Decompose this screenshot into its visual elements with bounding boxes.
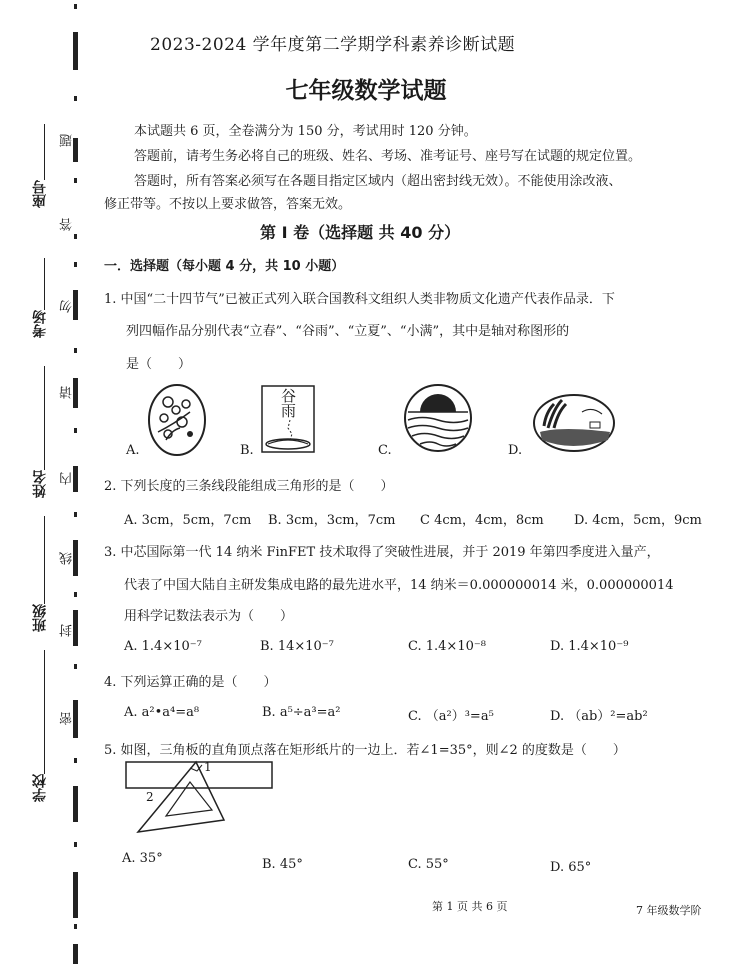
field-label-name: 姓名	[32, 470, 48, 498]
q5-option-a[interactable]: A. 35°	[122, 851, 163, 866]
seal-char: 题	[60, 134, 75, 147]
instruction-line: 本试题共 6 页，全卷满分为 150 分，考试用时 120 分钟。	[134, 124, 477, 139]
q1-image-d	[532, 392, 616, 454]
q4-option-c[interactable]: C. （a²）³=a⁵	[408, 709, 494, 724]
q1-line: 列四幅作品分别代表“立春”、“谷雨”、“立夏”、“小满”，其中是轴对称图形的	[126, 324, 570, 339]
paper-title: 七年级数学试题	[285, 78, 447, 104]
seal-char: 内	[60, 472, 75, 485]
seal-mark	[73, 872, 78, 918]
seal-mark	[74, 4, 77, 9]
section-title: 第 I 卷（选择题 共 40 分）	[260, 223, 461, 242]
seal-mark	[74, 262, 77, 267]
seal-mark	[73, 786, 78, 822]
q3-option-d[interactable]: D. 1.4×10⁻⁹	[550, 639, 629, 654]
q5-option-c[interactable]: C. 55°	[408, 857, 449, 872]
field-line-class[interactable]	[44, 516, 45, 604]
q2-stem: 2. 下列长度的三条线段能组成三角形的是（ ）	[104, 479, 394, 494]
field-line-seat[interactable]	[44, 124, 45, 180]
seal-char: 封	[60, 624, 75, 637]
seal-mark	[74, 924, 77, 929]
q4-option-d[interactable]: D. （ab）²=ab²	[550, 709, 648, 724]
seal-char: 密	[60, 712, 75, 725]
q3-line: 代表了中国大陆自主研发集成电路的最先进水平，14 纳米＝0.000000014 米，0.000000014	[124, 578, 674, 593]
q1-option-a[interactable]: A.	[126, 443, 140, 458]
instruction-line: 答题前，请考生务必将自己的班级、姓名、考场、准考证号、座号写在试题的规定位置。	[134, 149, 642, 164]
seal-mark	[74, 664, 77, 669]
q5-stem: 5. 如图，三角板的直角顶点落在矩形纸片的一边上．若∠1=35°，则∠2 的度数是（ ）	[104, 743, 626, 758]
seal-mark	[74, 234, 77, 239]
seal-mark	[74, 592, 77, 597]
seal-char: 线	[60, 552, 75, 565]
q1-line: 1. 中国“二十四节气”已被正式列入联合国教科文组织人类非物质文化遗产代表作品录．下	[104, 292, 615, 307]
q2-option-d[interactable]: D. 4cm，5cm，9cm	[574, 513, 702, 528]
field-label-room: 考场	[32, 310, 48, 338]
q3-option-a[interactable]: A. 1.4×10⁻⁷	[124, 639, 202, 654]
field-line-name[interactable]	[44, 366, 45, 470]
seal-mark	[74, 512, 77, 517]
q4-stem: 4. 下列运算正确的是（ ）	[104, 675, 277, 690]
seal-mark	[74, 428, 77, 433]
seal-char: 答	[60, 218, 75, 231]
seal-mark	[74, 178, 77, 183]
q1-option-d[interactable]: D.	[508, 443, 523, 458]
seal-char: 勿	[60, 300, 75, 313]
q5-option-d[interactable]: D. 65°	[550, 860, 592, 875]
exam-title: 2023-2024 学年度第二学期学科素养诊断试题	[150, 35, 516, 55]
q3-option-b[interactable]: B. 14×10⁻⁷	[260, 639, 334, 654]
field-label-seat: 座号	[32, 180, 48, 208]
seal-mark	[73, 944, 78, 964]
q2-option-b[interactable]: B. 3cm，3cm，7cm	[268, 513, 396, 528]
seal-mark	[73, 32, 78, 70]
q2-option-c[interactable]: C 4cm，4cm，8cm	[420, 513, 544, 528]
field-line-room[interactable]	[44, 258, 45, 310]
q4-option-b[interactable]: B. a⁵÷a³=a²	[262, 705, 341, 720]
seal-mark	[74, 348, 77, 353]
q3-line: 用科学记数法表示为（ ）	[124, 609, 294, 624]
q5-angle-label-2: 2	[146, 790, 154, 804]
page-number: 第 1 页 共 6 页	[432, 900, 508, 913]
q1-line: 是（ ）	[126, 357, 192, 372]
q1-option-b[interactable]: B.	[240, 443, 254, 458]
q3-option-c[interactable]: C. 1.4×10⁻⁸	[408, 639, 486, 654]
field-line-school[interactable]	[44, 650, 45, 774]
q1-image-b-text: 谷雨	[279, 388, 297, 418]
q1-option-c[interactable]: C.	[378, 443, 392, 458]
part-heading: 一．选择题（每小题 4 分，共 10 小题）	[104, 259, 345, 274]
q2-option-a[interactable]: A. 3cm，5cm，7cm	[124, 513, 252, 528]
field-label-school: 学校	[32, 774, 48, 802]
seal-mark	[74, 758, 77, 763]
instruction-line: 答题时，所有答案必须写在各题目指定区域内（超出密封线无效）。不能使用涂改液、	[134, 174, 622, 189]
seal-mark	[74, 842, 77, 847]
q4-option-a[interactable]: A. a²•a⁴=a⁸	[124, 705, 200, 720]
q5-angle-label-1: 1	[204, 760, 212, 774]
field-label-class: 班级	[32, 604, 48, 632]
q3-line: 3. 中芯国际第一代 14 纳米 FinFET 技术取得了突破性进展，并于 2019 年第四季度进入量产，	[104, 545, 660, 560]
q1-image-c	[402, 382, 474, 454]
footer-right-text: 7 年级数学阶	[636, 904, 702, 917]
seal-char: 请	[60, 386, 75, 399]
instruction-line: 修正带等。不按以上要求做答，答案无效。	[104, 197, 352, 212]
q5-option-b[interactable]: B. 45°	[262, 857, 303, 872]
q1-image-a	[146, 382, 210, 458]
